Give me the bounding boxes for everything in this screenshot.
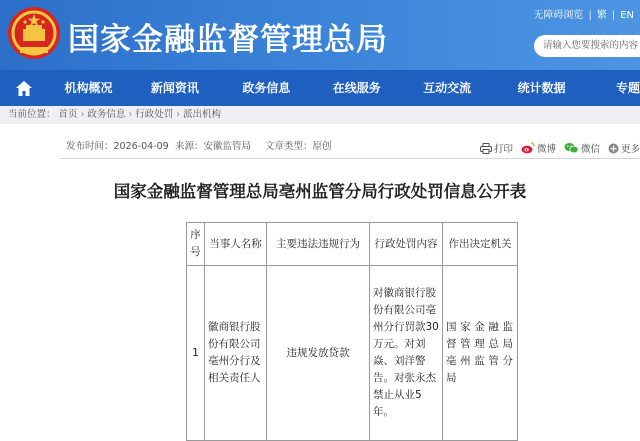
article-source: 来源：安徽监管局	[175, 141, 252, 152]
row-authority: 国家金融监督管理总局亳州监管分局	[443, 266, 518, 441]
print-label: 打印	[493, 144, 513, 155]
table-header-row	[187, 223, 518, 266]
breadcrumb-separator: ›	[176, 109, 181, 120]
search-input[interactable]: 请输入您要搜索的内容	[534, 35, 640, 57]
site-header	[0, 0, 640, 70]
weibo-share-button[interactable]	[521, 141, 556, 155]
nav-item-news[interactable]: 新闻资讯	[150, 81, 199, 95]
wechat-share-button[interactable]	[564, 141, 600, 155]
nav-item-gov-info[interactable]: 政务信息	[242, 81, 291, 95]
main-nav	[0, 70, 640, 106]
breadcrumb-item-gov-info[interactable]: 政务信息	[87, 109, 126, 120]
national-emblem-icon	[6, 5, 62, 61]
accessibility-link[interactable]: 无障碍浏览	[533, 10, 584, 21]
row-party: 徽商银行股份有限公司亳州分行及相关责任人	[205, 266, 267, 441]
share-tools	[472, 141, 640, 155]
site-title[interactable]: 国家金融监督管理总局	[68, 22, 388, 58]
row-violation: 违规发放贷款	[267, 266, 370, 441]
weibo-label: 微博	[536, 144, 556, 155]
nav-item-topics[interactable]: 专题	[615, 81, 640, 95]
weibo-icon	[521, 142, 535, 154]
breadcrumb-separator: ›	[128, 109, 133, 120]
nav-item-about[interactable]: 机构概况	[64, 81, 113, 95]
table-row	[187, 266, 518, 441]
header-violation: 主要违法违规行为	[267, 223, 370, 266]
printer-icon	[480, 143, 492, 154]
row-index: 1	[187, 266, 205, 441]
article-type: 文章类型：原创	[265, 141, 332, 152]
penalty-table	[186, 222, 518, 441]
publish-time: 发布时间：2026-04-09	[66, 141, 169, 152]
header-index: 序号	[187, 223, 205, 266]
breadcrumb-separator: ›	[80, 109, 85, 120]
nav-item-interaction[interactable]: 互动交流	[423, 81, 472, 95]
header-penalty: 行政处罚内容	[370, 223, 443, 266]
header-party: 当事人名称	[205, 223, 267, 266]
document-title: 国家金融监督管理总局亳州监管分局行政处罚信息公开表	[113, 182, 527, 201]
nav-item-statistics[interactable]: 统计数据	[517, 81, 566, 95]
meta-divider	[60, 158, 640, 159]
wechat-label: 微信	[580, 144, 600, 155]
nav-home[interactable]	[0, 70, 48, 106]
more-label: 更多	[620, 144, 640, 155]
more-plus-icon	[608, 143, 619, 154]
breadcrumb-item-branch[interactable]: 派出机构	[183, 109, 222, 120]
wechat-icon	[564, 142, 579, 154]
more-share-button[interactable]	[608, 141, 640, 155]
home-icon	[16, 81, 32, 96]
breadcrumb-item-home[interactable]: 首页	[58, 109, 78, 120]
print-button[interactable]	[480, 141, 513, 155]
english-link[interactable]: EN	[620, 10, 634, 21]
nav-item-online-service[interactable]: 在线服务	[332, 81, 381, 95]
util-separator: |	[588, 10, 592, 21]
row-penalty: 对徽商银行股份有限公司亳州分行罚款30万元。对刘焱、刘洋警告。对张永杰禁止从业5年。	[370, 266, 443, 441]
breadcrumb	[0, 106, 640, 124]
util-separator: |	[611, 10, 616, 21]
header-authority: 作出决定机关	[443, 223, 518, 266]
breadcrumb-item-penalty[interactable]: 行政处罚	[135, 109, 174, 120]
utility-links	[529, 6, 638, 21]
traditional-chinese-link[interactable]: 繁	[596, 10, 607, 21]
breadcrumb-label: 当前位置：	[8, 109, 56, 120]
